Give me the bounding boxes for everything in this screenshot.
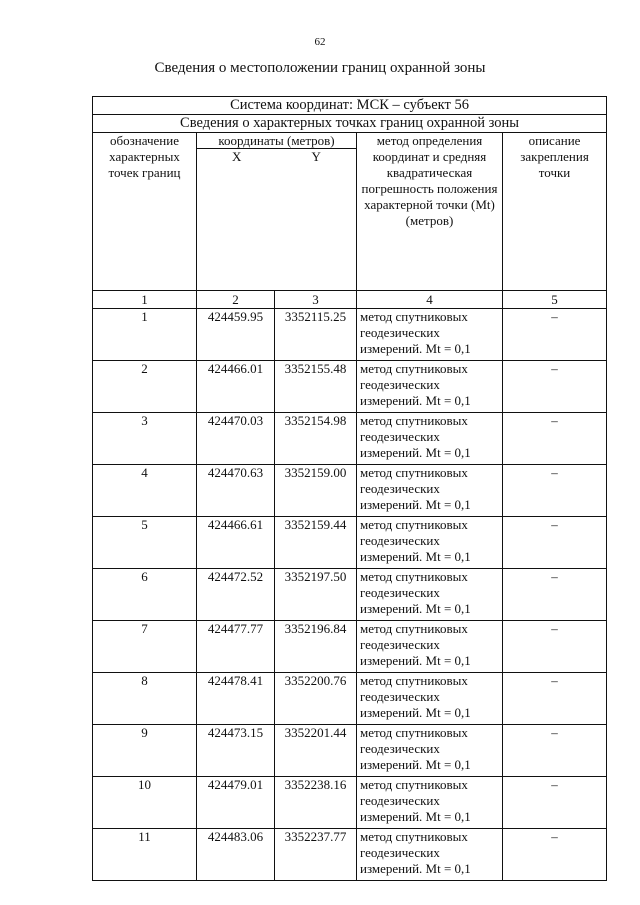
x-coordinate-cell: 424478.41 (197, 673, 275, 725)
index-cell: 5 (503, 291, 607, 309)
y-coordinate-cell: 3352155.48 (275, 361, 357, 413)
section-cell: Сведения о характерных точках границ охранной зоны (93, 115, 607, 133)
x-coordinate-cell: 424483.06 (197, 829, 275, 881)
description-cell: – (503, 413, 607, 465)
y-coordinate-cell: 3352237.77 (275, 829, 357, 881)
x-coordinate-cell: 424470.03 (197, 413, 275, 465)
table-row (93, 361, 607, 413)
table-row (93, 673, 607, 725)
point-number-cell: 6 (93, 569, 197, 621)
method-cell: метод спутниковых геодезических измерений. Mt = 0,1 (357, 309, 503, 361)
y-coordinate-cell: 3352159.44 (275, 517, 357, 569)
x-coordinate-cell: 424466.61 (197, 517, 275, 569)
method-cell: метод спутниковых геодезических измерений. Mt = 0,1 (357, 673, 503, 725)
method-cell: метод спутниковых геодезических измерений. Mt = 0,1 (357, 725, 503, 777)
coordinate-system-cell: Система координат: МСК – субъект 56 (93, 97, 607, 115)
point-number-cell: 5 (93, 517, 197, 569)
page-number: 62 (314, 36, 326, 48)
description-cell: – (503, 569, 607, 621)
header-coordinates-group: координаты (метров) (196, 133, 357, 149)
y-coordinate-cell: 3352200.76 (275, 673, 357, 725)
method-cell: метод спутниковых геодезических измерений. Mt = 0,1 (357, 517, 503, 569)
method-cell: метод спутниковых геодезических измерений. Mt = 0,1 (357, 777, 503, 829)
point-number-cell: 1 (93, 309, 197, 361)
header-coordinates (197, 133, 357, 291)
table-row (93, 829, 607, 881)
y-coordinate-cell: 3352159.00 (275, 465, 357, 517)
table-row (93, 517, 607, 569)
table-row (93, 465, 607, 517)
y-coordinate-cell: 3352154.98 (275, 413, 357, 465)
coordinates-table (92, 96, 607, 881)
table-row (93, 777, 607, 829)
y-coordinate-cell: 3352238.16 (275, 777, 357, 829)
method-cell: метод спутниковых геодезических измерений. Mt = 0,1 (357, 361, 503, 413)
description-cell: – (503, 517, 607, 569)
point-number-cell: 4 (93, 465, 197, 517)
coordinate-system-row (93, 97, 607, 115)
table-row (93, 569, 607, 621)
index-cell: 1 (93, 291, 197, 309)
description-cell: – (503, 361, 607, 413)
method-cell: метод спутниковых геодезических измерений. Mt = 0,1 (357, 569, 503, 621)
header-description: описание закрепления точки (503, 133, 607, 291)
y-coordinate-cell: 3352201.44 (275, 725, 357, 777)
x-coordinate-cell: 424479.01 (197, 777, 275, 829)
x-coordinate-cell: 424477.77 (197, 621, 275, 673)
point-number-cell: 9 (93, 725, 197, 777)
y-coordinate-cell: 3352197.50 (275, 569, 357, 621)
x-coordinate-cell: 424466.01 (197, 361, 275, 413)
header-coordinates-xy (197, 149, 356, 165)
description-cell: – (503, 465, 607, 517)
description-cell: – (503, 829, 607, 881)
index-cell: 2 (197, 291, 275, 309)
y-coordinate-cell: 3352196.84 (275, 621, 357, 673)
description-cell: – (503, 777, 607, 829)
y-coordinate-cell: 3352115.25 (275, 309, 357, 361)
table-row (93, 413, 607, 465)
description-cell: – (503, 309, 607, 361)
x-coordinate-cell: 424473.15 (197, 725, 275, 777)
index-cell: 3 (275, 291, 357, 309)
section-row (93, 115, 607, 133)
point-number-cell: 7 (93, 621, 197, 673)
description-cell: – (503, 621, 607, 673)
index-cell: 4 (357, 291, 503, 309)
description-cell: – (503, 673, 607, 725)
table-row (93, 309, 607, 361)
x-coordinate-cell: 424470.63 (197, 465, 275, 517)
x-coordinate-cell: 424459.95 (197, 309, 275, 361)
header-y: Y (311, 149, 321, 164)
point-number-cell: 2 (93, 361, 197, 413)
page-title: Сведения о местоположении границ охранной зоны (154, 60, 486, 76)
point-number-cell: 8 (93, 673, 197, 725)
table-row (93, 621, 607, 673)
x-coordinate-cell: 424472.52 (197, 569, 275, 621)
header-point-designation: обозначение характерных точек границ (93, 133, 197, 291)
method-cell: метод спутниковых геодезических измерений. Mt = 0,1 (357, 413, 503, 465)
method-cell: метод спутниковых геодезических измерений. Mt = 0,1 (357, 465, 503, 517)
header-row (93, 133, 607, 291)
point-number-cell: 3 (93, 413, 197, 465)
description-cell: – (503, 725, 607, 777)
method-cell: метод спутниковых геодезических измерений. Mt = 0,1 (357, 829, 503, 881)
table-body (93, 97, 607, 881)
index-row (93, 291, 607, 309)
header-x: X (232, 149, 242, 164)
method-cell: метод спутниковых геодезических измерений. Mt = 0,1 (357, 621, 503, 673)
table-row (93, 725, 607, 777)
point-number-cell: 10 (93, 777, 197, 829)
header-method: метод определения координат и средняя квадратическая погрешность положения характерной точки (Mt) (метров) (357, 133, 503, 291)
point-number-cell: 11 (93, 829, 197, 881)
